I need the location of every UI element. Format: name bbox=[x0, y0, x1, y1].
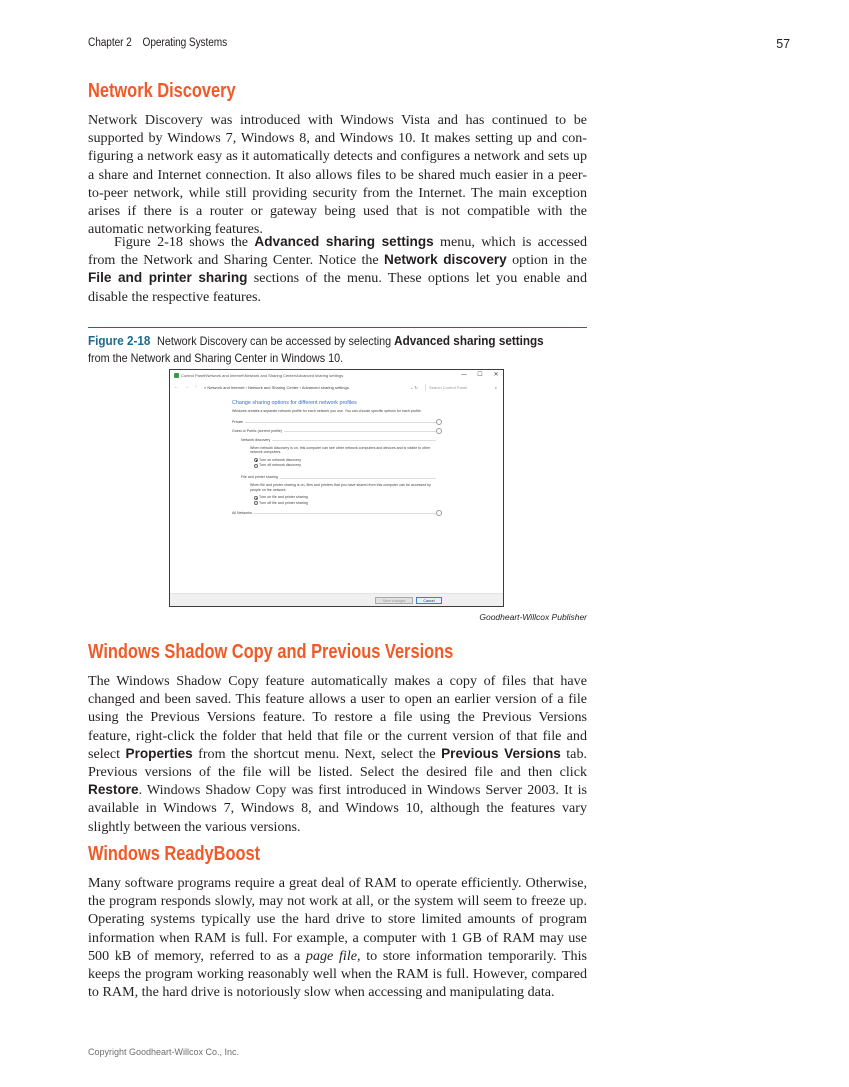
text-run: menu, which is accessed from the Network and Sharing Center. Notice the bbox=[88, 234, 587, 269]
close-icon: ✕ bbox=[493, 372, 499, 378]
text-run: tab. Previous versions of the file will be listed. Select the desired file and then click bbox=[88, 745, 588, 781]
text-run: option in the bbox=[506, 252, 587, 269]
panel-heading: Change sharing options for different network profiles bbox=[232, 400, 357, 406]
figure-screenshot-advanced-sharing-settings bbox=[169, 369, 504, 607]
profile-all-networks bbox=[232, 510, 442, 519]
section-network-discovery bbox=[241, 437, 442, 446]
radio-turn-off-file-printer-sharing bbox=[254, 501, 442, 506]
ui-term-network-discovery: Network discovery bbox=[384, 252, 507, 268]
save-changes-button: Save changes bbox=[375, 597, 413, 604]
caption-text: Network Discovery can be accessed by selecting bbox=[157, 334, 395, 348]
section-label: Network discovery bbox=[241, 437, 271, 442]
figure-rule bbox=[88, 327, 587, 328]
page-number: 57 bbox=[776, 37, 790, 51]
file-printer-sharing-description: When file and printer sharing is on, files and printers that you have shared from this computer can be accessed by people on the network. bbox=[250, 483, 431, 492]
section-heading-network-discovery: Network Discovery bbox=[88, 80, 236, 102]
nav-arrows-icon: ← → ↑ bbox=[174, 384, 200, 390]
window-footer bbox=[170, 593, 503, 606]
network-discovery-options bbox=[254, 458, 442, 468]
ui-term-previous-versions: Previous Versions bbox=[441, 745, 561, 761]
ui-term-file-and-printer-sharing: File and printer sharing bbox=[88, 270, 248, 286]
chevron-down-icon bbox=[436, 419, 442, 425]
profile-private bbox=[232, 419, 442, 428]
paragraph-readyboost bbox=[88, 874, 587, 1001]
figure-credit: Goodheart-Willcox Publisher bbox=[479, 612, 587, 622]
text-run: , to store information temporarily. This keeps the program working reasonably well when the RAM is full. However, compared to RAM, the hard drive is notoriously slow when accessing and manipulating data. bbox=[88, 947, 587, 1001]
search-placeholder: Search Control Panel bbox=[429, 385, 468, 390]
address-bar bbox=[170, 382, 503, 393]
section-heading-shadow-copy: Windows Shadow Copy and Previous Versions bbox=[88, 641, 454, 663]
minimize-icon: — bbox=[461, 372, 467, 378]
search-icon: ⌕ bbox=[494, 385, 497, 390]
ui-term-restore: Restore bbox=[88, 782, 139, 798]
window-titlebar bbox=[170, 370, 503, 381]
text-run: . Windows Shadow Copy was first introduced in Windows Server 2003. It is available in Windows 7, Windows 8, and Windows 10, although the features vary slightly between the various versions. bbox=[88, 782, 587, 835]
sharing-options-panel bbox=[232, 400, 442, 519]
text-run: from the shortcut menu. Next, select the bbox=[192, 745, 442, 762]
maximize-icon: ☐ bbox=[477, 372, 483, 378]
text-run: sections of the menu. These options let you enable and disable the respective features. bbox=[88, 270, 587, 305]
figure-label: Figure 2-18 bbox=[88, 333, 151, 348]
radio-unselected-icon bbox=[254, 464, 258, 468]
section-file-printer-sharing bbox=[241, 474, 442, 483]
chevron-down-icon bbox=[436, 510, 442, 516]
section-label: File and printer sharing bbox=[241, 475, 278, 480]
profile-label: All Networks bbox=[232, 510, 252, 515]
caption-ui-term: Advanced sharing settings bbox=[394, 333, 544, 348]
paragraph-network-discovery-intro bbox=[88, 111, 587, 238]
chapter-title: Chapter 2 Operating Systems bbox=[88, 37, 228, 49]
profile-guest-public bbox=[232, 428, 442, 437]
paragraph-shadow-copy bbox=[88, 672, 587, 836]
breadcrumb: « Network and Internet › Network and Sharing Center › Advanced sharing settings bbox=[204, 385, 349, 390]
ui-term-advanced-sharing-settings: Advanced sharing settings bbox=[254, 234, 434, 249]
radio-label: Turn on file and printer sharing bbox=[259, 495, 308, 500]
radio-label: Turn off network discovery bbox=[259, 462, 301, 467]
radio-selected-icon bbox=[254, 496, 258, 500]
window-title: Control Panel\Network and Internet\Network and Sharing Center\Advanced sharing settings bbox=[181, 373, 344, 378]
paragraph-network-discovery-figure-ref bbox=[88, 233, 587, 306]
radio-unselected-icon bbox=[254, 501, 258, 505]
profile-label: Guest or Public (current profile) bbox=[232, 428, 282, 433]
text-run: Many software programs require a great deal of RAM to operate efficiently. Otherwise, the program responds slowly, may not work at all, or the system will seem to freeze up. Operating systems typically use the hard drive to store limited amounts of program information when RAM is full. For example, a computer with 1 GB of RAM may use 500 kB of memory, referred to as a bbox=[88, 875, 587, 964]
chevron-up-icon bbox=[436, 428, 442, 434]
radio-selected-icon bbox=[254, 458, 258, 462]
text-run: The Windows Shadow Copy feature automatically makes a copy of files that have changed and been saved. This feature allows a user to open an earlier version of a file using the Previous Versions feature. To restore a file using the Previous Versions feature, right-click the folder that held that file or the current version of that file and select bbox=[88, 673, 587, 762]
network-icon bbox=[174, 373, 179, 378]
text-run: Figure 2-18 shows the bbox=[114, 234, 255, 250]
search-box bbox=[425, 384, 500, 391]
text-run: Network Discovery was introduced with Windows Vista and has continued to be supported by Windows 7, Windows 8, and Windows 10. It makes setting up and con-figuring a network easy as it automatically detects and configures a network and sets up a share and Internet connection. It also allows files to be shared much easier in a peer-to-peer network, while still providing security from the Internet. The main exception arises if there is a router or gateway being used that is not compatible with the automatic networking features. bbox=[88, 112, 587, 238]
profile-label: Private bbox=[232, 419, 244, 424]
panel-description: Windows creates a separate network profile for each network you use. You can choose specific options for each profile. bbox=[232, 409, 422, 413]
figure-caption bbox=[88, 333, 587, 366]
ui-term-properties: Properties bbox=[125, 745, 193, 761]
copyright-footer: Copyright Goodheart-Willcox Co., Inc. bbox=[88, 1047, 240, 1057]
file-printer-sharing-options bbox=[254, 495, 442, 505]
radio-label: Turn off file and printer sharing bbox=[259, 500, 308, 505]
caption-text-cont: from the Network and Sharing Center in Windows 10. bbox=[88, 350, 344, 365]
cancel-button: Cancel bbox=[416, 597, 442, 604]
section-heading-readyboost: Windows ReadyBoost bbox=[88, 843, 261, 865]
radio-turn-off-network-discovery bbox=[254, 463, 442, 468]
network-discovery-description: When network discovery is on, this computer can see other network computers and devices and is visible to other network computers. bbox=[250, 445, 431, 455]
term-page-file: page file bbox=[305, 947, 357, 964]
radio-label: Turn on network discovery bbox=[259, 457, 302, 462]
refresh-icon: ⌄ ↻ bbox=[410, 385, 418, 390]
running-head bbox=[88, 37, 790, 53]
